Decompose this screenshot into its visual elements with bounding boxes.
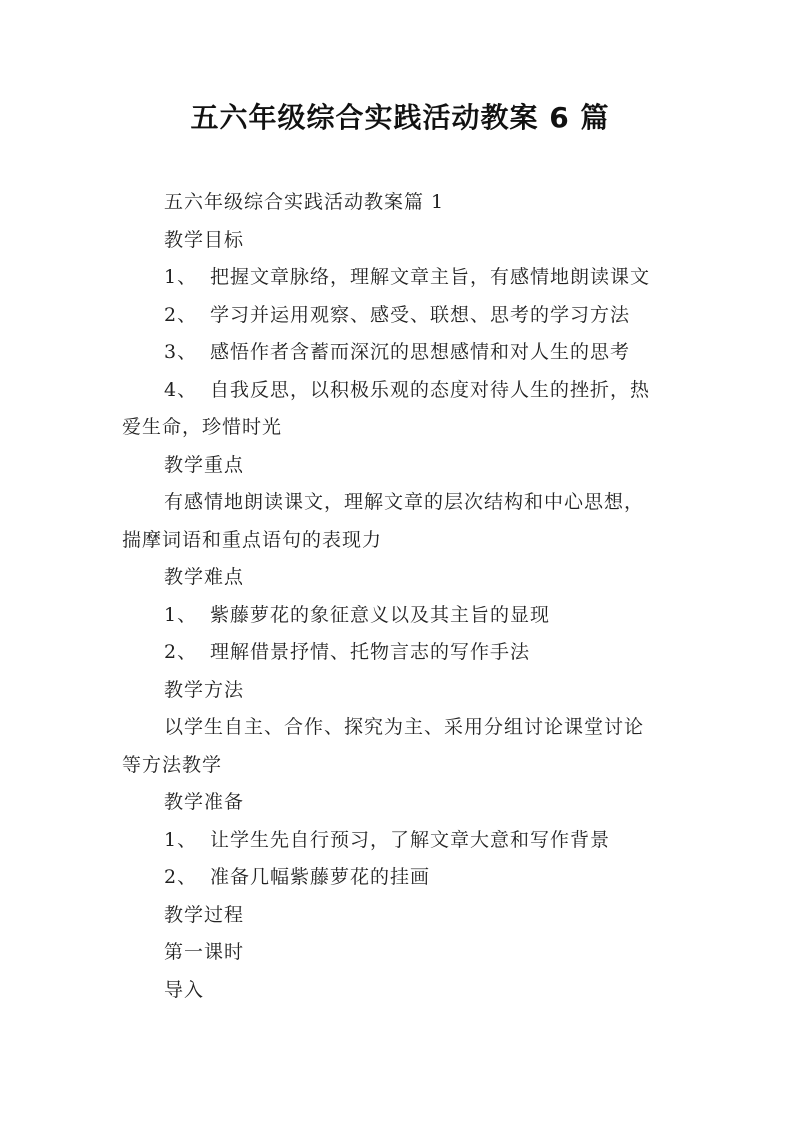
preparation-heading: 教学准备 <box>164 791 245 813</box>
preparation-item <box>122 822 692 860</box>
methods-text: 以学生自主、合作、探究为主、采用分组讨论课堂讨论 <box>164 716 645 738</box>
goal-item <box>122 259 692 297</box>
goal-text: 把握文章脉络，理解文章主旨，有感情地朗读课文 <box>210 266 651 288</box>
difficulty-item <box>122 634 692 672</box>
difficulty-item <box>122 597 692 635</box>
goal-item <box>122 372 692 410</box>
goal-item-continued: 爱生命，珍惜时光 <box>122 416 283 438</box>
goals-heading: 教学目标 <box>164 228 245 251</box>
lesson-label: 第一课时 <box>164 941 245 963</box>
goal-number: 4、 <box>164 378 198 401</box>
difficulty-number: 1、 <box>164 603 198 626</box>
methods-heading: 教学方法 <box>164 678 245 701</box>
preparation-text: 让学生先自行预习，了解文章大意和写作背景 <box>210 828 611 851</box>
goal-text: 自我反思，以积极乐观的态度对待人生的挫折，热 <box>210 378 651 401</box>
goal-number: 3、 <box>164 341 198 363</box>
goal-number: 1、 <box>164 266 198 288</box>
preparation-item <box>122 859 692 897</box>
preparation-number: 1、 <box>164 828 198 851</box>
intro-label: 导入 <box>164 978 205 1001</box>
preparation-number: 2、 <box>164 866 198 888</box>
goal-text: 感悟作者含蓄而深沉的思想感情和对人生的思考 <box>210 341 631 363</box>
key-points-heading: 教学重点 <box>164 453 245 476</box>
document-title: 五六年级综合实践活动教案 6 篇 <box>190 101 610 134</box>
methods-text-continued: 等方法教学 <box>122 753 223 776</box>
goal-item <box>122 334 692 372</box>
key-points-text: 有感情地朗读课文，理解文章的层次结构和中心思想， <box>164 491 645 513</box>
goal-text: 学习并运用观察、感受、联想、思考的学习方法 <box>210 303 631 326</box>
difficulty-text: 紫藤萝花的象征意义以及其主旨的显现 <box>210 603 551 626</box>
section-heading: 五六年级综合实践活动教案篇 1 <box>164 191 445 213</box>
key-points-text-continued: 揣摩词语和重点语句的表现力 <box>122 528 383 551</box>
goal-number: 2、 <box>164 303 198 326</box>
goal-item <box>122 297 692 335</box>
difficulty-number: 2、 <box>164 641 198 663</box>
difficulties-heading: 教学难点 <box>164 566 245 588</box>
difficulty-text: 理解借景抒情、托物言志的写作手法 <box>210 641 531 663</box>
process-heading: 教学过程 <box>164 903 245 926</box>
preparation-text: 准备几幅紫藤萝花的挂画 <box>210 866 431 888</box>
document-body <box>122 184 692 1009</box>
